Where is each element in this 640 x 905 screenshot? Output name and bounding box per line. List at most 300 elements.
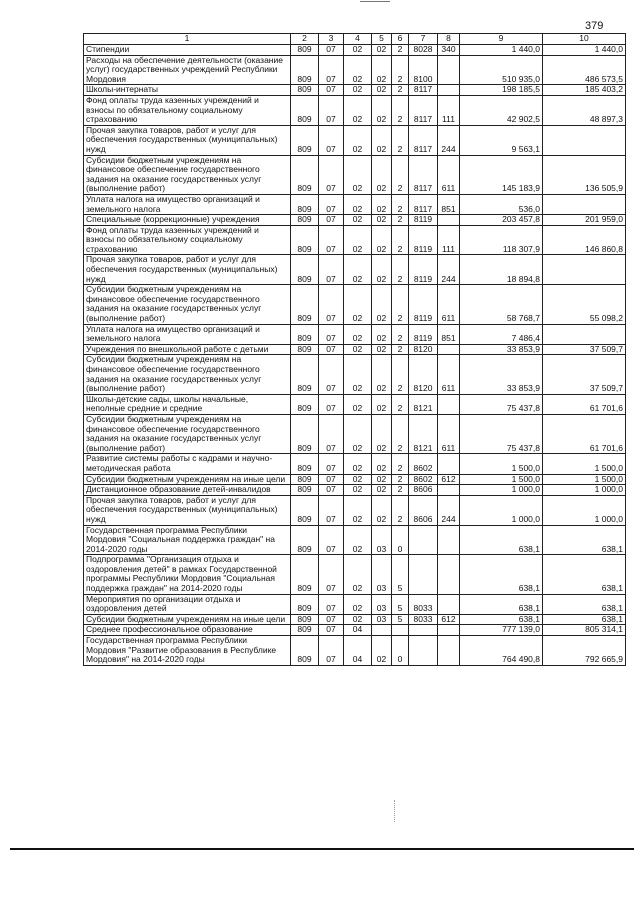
row-value-cell: 809	[291, 555, 319, 594]
row-value-cell: 02	[372, 45, 392, 56]
row-value-cell: 07	[319, 215, 344, 226]
row-value-cell: 03	[372, 594, 392, 614]
row-value-cell: 809	[291, 495, 319, 525]
row-value-cell: 612	[438, 474, 460, 485]
row-value-cell: 612	[438, 614, 460, 625]
row-value-cell: 8120	[409, 344, 438, 355]
row-value-cell: 2	[392, 485, 409, 496]
row-value-cell: 07	[319, 525, 344, 555]
row-value-cell: 8100	[409, 55, 438, 85]
row-value-cell: 8602	[409, 474, 438, 485]
row-name-cell: Государственная программа Республики Мордовия "Социальная поддержка граждан" на 2014-2020 годы	[84, 525, 291, 555]
table-row	[84, 525, 626, 555]
row-value-cell: 638,1	[460, 555, 543, 594]
row-value-cell: 8033	[409, 594, 438, 614]
row-value-cell: 07	[319, 255, 344, 285]
table-row	[84, 194, 626, 214]
row-value-cell: 2	[392, 355, 409, 394]
row-value-cell: 02	[344, 555, 372, 594]
table-row	[84, 85, 626, 96]
row-value-cell: 809	[291, 155, 319, 194]
row-value-cell: 809	[291, 285, 319, 324]
table-row	[84, 555, 626, 594]
row-value-cell: 5	[392, 614, 409, 625]
scan-artifact	[394, 800, 396, 822]
row-value-cell: 07	[319, 85, 344, 96]
row-value-cell: 638,1	[543, 614, 626, 625]
table-row	[84, 225, 626, 255]
row-value-cell: 809	[291, 394, 319, 414]
row-value-cell: 809	[291, 45, 319, 56]
row-value-cell: 8117	[409, 85, 438, 96]
row-value-cell: 136 505,9	[543, 155, 626, 194]
row-value-cell: 185 403,2	[543, 85, 626, 96]
row-value-cell	[438, 215, 460, 226]
row-value-cell: 02	[372, 636, 392, 666]
row-value-cell: 07	[319, 194, 344, 214]
row-value-cell: 2	[392, 225, 409, 255]
row-value-cell: 340	[438, 45, 460, 56]
row-value-cell: 8606	[409, 485, 438, 496]
table-row	[84, 474, 626, 485]
row-value-cell: 764 490,8	[460, 636, 543, 666]
row-name-cell: Среднее профессиональное образование	[84, 625, 291, 636]
row-name-cell: Стипендии	[84, 45, 291, 56]
row-value-cell: 809	[291, 194, 319, 214]
row-value-cell	[438, 344, 460, 355]
row-value-cell: 0	[392, 525, 409, 555]
row-value-cell: 146 860,8	[543, 225, 626, 255]
column-header: 8	[438, 34, 460, 45]
row-value-cell: 638,1	[543, 525, 626, 555]
row-value-cell: 07	[319, 485, 344, 496]
row-value-cell: 2	[392, 394, 409, 414]
row-value-cell: 02	[372, 355, 392, 394]
row-value-cell: 203 457,8	[460, 215, 543, 226]
row-value-cell: 02	[372, 454, 392, 474]
row-value-cell: 809	[291, 215, 319, 226]
scan-mark	[360, 1, 390, 5]
row-value-cell	[543, 255, 626, 285]
row-name-cell: Школы-интернаты	[84, 85, 291, 96]
row-value-cell: 07	[319, 625, 344, 636]
row-value-cell	[438, 55, 460, 85]
row-value-cell	[543, 194, 626, 214]
row-value-cell: 58 768,7	[460, 285, 543, 324]
row-value-cell: 486 573,5	[543, 55, 626, 85]
row-value-cell: 777 139,0	[460, 625, 543, 636]
row-value-cell: 02	[372, 324, 392, 344]
row-value-cell: 55 098,2	[543, 285, 626, 324]
row-value-cell: 2	[392, 215, 409, 226]
column-header: 1	[84, 34, 291, 45]
row-value-cell: 02	[372, 474, 392, 485]
table-row	[84, 55, 626, 85]
row-value-cell: 809	[291, 525, 319, 555]
row-value-cell: 8028	[409, 45, 438, 56]
row-value-cell: 638,1	[460, 525, 543, 555]
row-value-cell	[438, 625, 460, 636]
row-name-cell: Прочая закупка товаров, работ и услуг для обеспечения государственных (муниципальных) нужд	[84, 255, 291, 285]
row-value-cell: 18 894,8	[460, 255, 543, 285]
row-value-cell	[438, 485, 460, 496]
row-value-cell: 809	[291, 95, 319, 125]
row-value-cell: 8119	[409, 285, 438, 324]
row-value-cell: 2	[392, 155, 409, 194]
row-value-cell: 1 500,0	[543, 474, 626, 485]
row-value-cell: 33 853,9	[460, 344, 543, 355]
row-value-cell: 02	[372, 155, 392, 194]
row-name-cell: Субсидии бюджетным учреждениям на финансовое обеспечение государственного задания на оказание государственных услуг (выполнение работ)	[84, 285, 291, 324]
row-value-cell: 07	[319, 324, 344, 344]
row-value-cell: 04	[344, 625, 372, 636]
row-name-cell: Фонд оплаты труда казенных учреждений и взносы по обязательному социальному страхованию	[84, 95, 291, 125]
row-name-cell: Развитие системы работы с кадрами и научно-методическая работа	[84, 454, 291, 474]
row-value-cell: 510 935,0	[460, 55, 543, 85]
row-value-cell: 07	[319, 555, 344, 594]
row-value-cell: 244	[438, 255, 460, 285]
row-value-cell: 48 897,3	[543, 95, 626, 125]
row-value-cell: 33 853,9	[460, 355, 543, 394]
row-value-cell: 809	[291, 414, 319, 453]
table-row	[84, 614, 626, 625]
row-value-cell	[438, 636, 460, 666]
row-value-cell: 809	[291, 225, 319, 255]
row-value-cell: 201 959,0	[543, 215, 626, 226]
row-value-cell: 02	[344, 474, 372, 485]
row-value-cell: 02	[372, 125, 392, 155]
row-name-cell: Дистанционное образование детей-инвалидов	[84, 485, 291, 496]
row-name-cell: Подпрограмма "Организация отдыха и оздоровления детей" в рамках Государственной программы Республики Мордовия "Социальная поддержка граждан" на 2014-2020 годы	[84, 555, 291, 594]
row-name-cell: Субсидии бюджетным учреждениям на иные цели	[84, 474, 291, 485]
row-value-cell: 2	[392, 474, 409, 485]
row-value-cell: 809	[291, 85, 319, 96]
table-row	[84, 454, 626, 474]
row-value-cell: 1 000,0	[460, 495, 543, 525]
row-value-cell: 02	[372, 95, 392, 125]
row-value-cell: 07	[319, 285, 344, 324]
row-value-cell: 809	[291, 344, 319, 355]
column-header: 5	[372, 34, 392, 45]
row-value-cell: 809	[291, 614, 319, 625]
row-value-cell: 07	[319, 414, 344, 453]
row-value-cell: 02	[344, 155, 372, 194]
row-value-cell: 111	[438, 225, 460, 255]
table-row	[84, 344, 626, 355]
row-value-cell: 07	[319, 454, 344, 474]
row-value-cell: 02	[372, 225, 392, 255]
row-value-cell: 2	[392, 95, 409, 125]
row-value-cell: 2	[392, 285, 409, 324]
row-value-cell: 8121	[409, 394, 438, 414]
row-value-cell: 02	[372, 85, 392, 96]
table-row	[84, 155, 626, 194]
row-value-cell: 02	[372, 414, 392, 453]
row-value-cell: 851	[438, 324, 460, 344]
row-value-cell	[438, 454, 460, 474]
row-value-cell: 809	[291, 485, 319, 496]
row-value-cell: 02	[372, 394, 392, 414]
row-value-cell: 02	[344, 525, 372, 555]
row-value-cell: 02	[344, 495, 372, 525]
table-row	[84, 285, 626, 324]
page-number: 379	[585, 20, 604, 32]
row-value-cell: 07	[319, 155, 344, 194]
row-value-cell: 02	[372, 255, 392, 285]
table-row	[84, 594, 626, 614]
header-row	[84, 34, 626, 45]
row-value-cell: 2	[392, 324, 409, 344]
row-value-cell: 611	[438, 355, 460, 394]
row-value-cell: 02	[344, 485, 372, 496]
row-value-cell: 02	[344, 344, 372, 355]
row-value-cell: 8119	[409, 255, 438, 285]
row-value-cell: 611	[438, 155, 460, 194]
row-value-cell: 1 500,0	[543, 454, 626, 474]
row-value-cell: 07	[319, 95, 344, 125]
row-value-cell: 8117	[409, 155, 438, 194]
row-value-cell: 1 440,0	[460, 45, 543, 56]
row-value-cell: 638,1	[460, 594, 543, 614]
row-name-cell: Школы-детские сады, школы начальные, неполные средние и средние	[84, 394, 291, 414]
row-value-cell: 8117	[409, 194, 438, 214]
row-value-cell	[543, 125, 626, 155]
row-value-cell: 8117	[409, 95, 438, 125]
row-value-cell: 02	[372, 344, 392, 355]
row-value-cell: 809	[291, 55, 319, 85]
row-name-cell: Субсидии бюджетным учреждениям на иные цели	[84, 614, 291, 625]
row-value-cell	[438, 394, 460, 414]
row-name-cell: Прочая закупка товаров, работ и услуг для обеспечения государственных (муниципальных) нужд	[84, 495, 291, 525]
table-body	[84, 45, 626, 666]
row-value-cell: 02	[344, 194, 372, 214]
row-value-cell: 145 183,9	[460, 155, 543, 194]
row-value-cell: 8121	[409, 414, 438, 453]
row-value-cell: 07	[319, 45, 344, 56]
row-value-cell: 809	[291, 454, 319, 474]
row-value-cell: 536,0	[460, 194, 543, 214]
row-name-cell: Субсидии бюджетным учреждениям на финансовое обеспечение государственного задания на оказание государственных услуг (выполнение работ)	[84, 355, 291, 394]
row-name-cell: Прочая закупка товаров, работ и услуг для обеспечения государственных (муниципальных) нужд	[84, 125, 291, 155]
table-row	[84, 255, 626, 285]
row-value-cell: 1 500,0	[460, 454, 543, 474]
row-value-cell: 8606	[409, 495, 438, 525]
row-value-cell: 805 314,1	[543, 625, 626, 636]
row-value-cell	[409, 525, 438, 555]
row-value-cell: 2	[392, 194, 409, 214]
row-value-cell: 8033	[409, 614, 438, 625]
row-name-cell: Фонд оплаты труда казенных учреждений и взносы по обязательному социальному страхованию	[84, 225, 291, 255]
row-value-cell: 07	[319, 614, 344, 625]
row-value-cell: 8119	[409, 225, 438, 255]
row-value-cell: 03	[372, 525, 392, 555]
row-value-cell: 02	[344, 85, 372, 96]
row-value-cell: 02	[372, 495, 392, 525]
row-value-cell: 5	[392, 594, 409, 614]
column-header: 2	[291, 34, 319, 45]
row-value-cell: 2	[392, 414, 409, 453]
row-value-cell: 809	[291, 474, 319, 485]
row-value-cell: 8117	[409, 125, 438, 155]
row-value-cell: 07	[319, 495, 344, 525]
row-value-cell: 8119	[409, 324, 438, 344]
row-value-cell	[438, 85, 460, 96]
row-value-cell: 07	[319, 474, 344, 485]
row-value-cell: 02	[372, 285, 392, 324]
row-value-cell	[438, 525, 460, 555]
table-row	[84, 125, 626, 155]
table-row	[84, 625, 626, 636]
row-value-cell	[543, 324, 626, 344]
row-value-cell: 2	[392, 55, 409, 85]
table-row	[84, 485, 626, 496]
row-name-cell: Специальные (коррекционные) учреждения	[84, 215, 291, 226]
row-name-cell: Субсидии бюджетным учреждениям на финансовое обеспечение государственного задания на оказание государственных услуг (выполнение работ)	[84, 414, 291, 453]
row-value-cell: 07	[319, 355, 344, 394]
row-value-cell: 1 500,0	[460, 474, 543, 485]
table-row	[84, 414, 626, 453]
table-row	[84, 636, 626, 666]
column-header: 3	[319, 34, 344, 45]
row-value-cell: 07	[319, 394, 344, 414]
row-value-cell: 37 509,7	[543, 344, 626, 355]
row-value-cell: 02	[372, 55, 392, 85]
row-value-cell: 9 563,1	[460, 125, 543, 155]
row-value-cell: 611	[438, 285, 460, 324]
row-value-cell: 02	[372, 194, 392, 214]
row-value-cell: 198 185,5	[460, 85, 543, 96]
row-value-cell: 02	[344, 125, 372, 155]
table-row	[84, 394, 626, 414]
row-value-cell: 851	[438, 194, 460, 214]
row-value-cell: 2	[392, 454, 409, 474]
row-value-cell: 02	[344, 45, 372, 56]
row-value-cell: 8120	[409, 355, 438, 394]
row-value-cell: 1 000,0	[543, 485, 626, 496]
row-value-cell: 07	[319, 55, 344, 85]
table-row	[84, 495, 626, 525]
column-header: 9	[460, 34, 543, 45]
row-value-cell: 02	[344, 454, 372, 474]
row-value-cell: 02	[344, 394, 372, 414]
row-value-cell: 61 701,6	[543, 394, 626, 414]
row-value-cell: 02	[372, 215, 392, 226]
row-value-cell: 7 486,4	[460, 324, 543, 344]
row-value-cell: 02	[344, 55, 372, 85]
row-name-cell: Уплата налога на имущество организаций и земельного налога	[84, 194, 291, 214]
column-header: 6	[392, 34, 409, 45]
row-value-cell: 809	[291, 625, 319, 636]
row-name-cell: Субсидии бюджетным учреждениям на финансовое обеспечение государственного задания на оказание государственных услуг (выполнение работ)	[84, 155, 291, 194]
row-name-cell: Учреждения по внешкольной работе с детьми	[84, 344, 291, 355]
row-value-cell: 02	[344, 614, 372, 625]
row-value-cell: 75 437,8	[460, 414, 543, 453]
row-value-cell	[372, 625, 392, 636]
row-value-cell: 1 000,0	[543, 495, 626, 525]
row-value-cell: 02	[344, 594, 372, 614]
row-name-cell: Государственная программа Республики Мордовия "Развитие образования в Республике Мордовия" на 2014-2020 годы	[84, 636, 291, 666]
row-value-cell: 07	[319, 225, 344, 255]
row-value-cell: 02	[344, 414, 372, 453]
row-value-cell: 2	[392, 344, 409, 355]
row-value-cell: 07	[319, 594, 344, 614]
row-value-cell: 03	[372, 555, 392, 594]
row-value-cell	[392, 625, 409, 636]
column-header: 7	[409, 34, 438, 45]
row-value-cell	[438, 555, 460, 594]
row-value-cell: 2	[392, 85, 409, 96]
row-value-cell: 244	[438, 125, 460, 155]
row-value-cell: 244	[438, 495, 460, 525]
row-value-cell: 792 665,9	[543, 636, 626, 666]
table-row	[84, 324, 626, 344]
row-value-cell: 04	[344, 636, 372, 666]
column-header: 4	[344, 34, 372, 45]
row-name-cell: Мероприятия по организации отдыха и оздоровления детей	[84, 594, 291, 614]
row-name-cell: Уплата налога на имущество организаций и земельного налога	[84, 324, 291, 344]
row-value-cell: 809	[291, 255, 319, 285]
row-value-cell: 1 440,0	[543, 45, 626, 56]
row-value-cell: 809	[291, 636, 319, 666]
row-value-cell: 02	[344, 324, 372, 344]
row-value-cell: 2	[392, 125, 409, 155]
bottom-rule	[10, 848, 634, 850]
row-value-cell: 809	[291, 125, 319, 155]
row-value-cell: 07	[319, 636, 344, 666]
row-value-cell: 2	[392, 255, 409, 285]
row-value-cell: 61 701,6	[543, 414, 626, 453]
row-value-cell: 02	[344, 355, 372, 394]
row-value-cell: 75 437,8	[460, 394, 543, 414]
row-value-cell: 809	[291, 324, 319, 344]
row-value-cell: 02	[344, 225, 372, 255]
table-row	[84, 355, 626, 394]
row-value-cell: 8602	[409, 454, 438, 474]
column-header: 10	[543, 34, 626, 45]
row-value-cell: 5	[392, 555, 409, 594]
row-value-cell: 02	[344, 255, 372, 285]
row-value-cell	[438, 594, 460, 614]
row-value-cell: 02	[372, 485, 392, 496]
row-value-cell: 07	[319, 125, 344, 155]
table-row	[84, 215, 626, 226]
table-row	[84, 45, 626, 56]
row-value-cell: 8119	[409, 215, 438, 226]
row-value-cell: 611	[438, 414, 460, 453]
row-value-cell	[409, 636, 438, 666]
row-value-cell: 2	[392, 495, 409, 525]
row-value-cell: 638,1	[543, 594, 626, 614]
table-row	[84, 95, 626, 125]
row-value-cell: 638,1	[543, 555, 626, 594]
row-value-cell: 02	[344, 95, 372, 125]
budget-table	[83, 33, 626, 666]
row-value-cell: 02	[344, 285, 372, 324]
row-value-cell	[409, 555, 438, 594]
row-value-cell: 2	[392, 45, 409, 56]
row-value-cell: 42 902,5	[460, 95, 543, 125]
row-value-cell: 02	[344, 215, 372, 226]
row-name-cell: Расходы на обеспечение деятельности (оказание услуг) государственных учреждений Республики Мордовия	[84, 55, 291, 85]
row-value-cell: 809	[291, 355, 319, 394]
row-value-cell: 07	[319, 344, 344, 355]
row-value-cell: 0	[392, 636, 409, 666]
row-value-cell: 809	[291, 594, 319, 614]
row-value-cell: 37 509,7	[543, 355, 626, 394]
row-value-cell: 03	[372, 614, 392, 625]
row-value-cell: 118 307,9	[460, 225, 543, 255]
row-value-cell	[409, 625, 438, 636]
